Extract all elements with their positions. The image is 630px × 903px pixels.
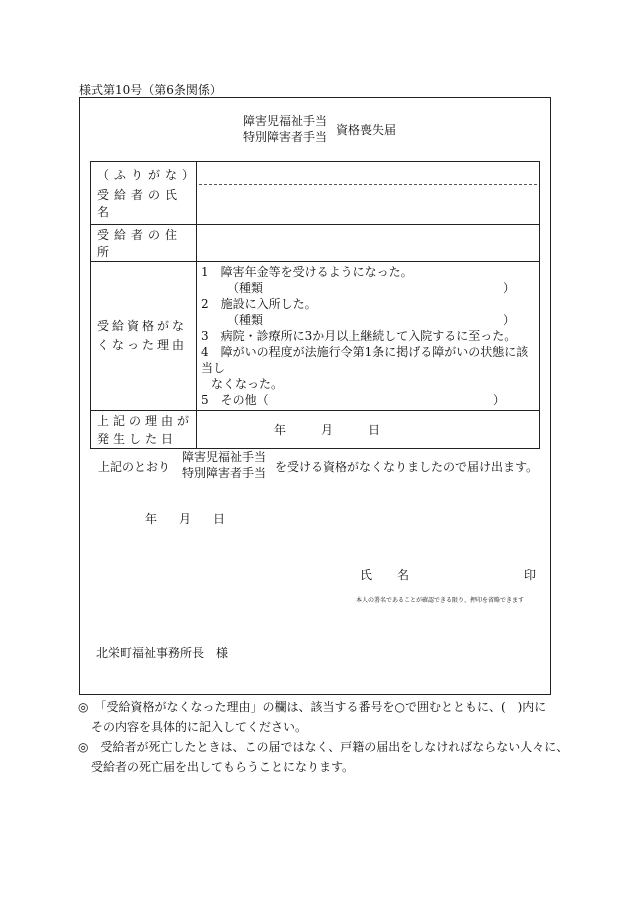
reason-option-1-kind[interactable]: （種類 ） <box>227 281 516 295</box>
name-label-cell <box>91 162 200 225</box>
reason-label-line-2: くなった理由 <box>97 338 188 352</box>
occurrence-date-field[interactable] <box>197 411 540 449</box>
reason-row <box>91 262 540 411</box>
occurrence-date-row <box>91 411 540 449</box>
reason-option-4[interactable]: 4 障がいの程度が法施行令第1条に掲げる障がいの状態に該当し <box>201 345 529 375</box>
reason-option-3[interactable]: 3 病院・診療所に3か月以上継続して入院するに至った。 <box>201 329 517 343</box>
reason-option-2-kind[interactable]: （種類 ） <box>227 313 516 327</box>
submit-month-label: 月 <box>179 512 192 526</box>
addressee: 北栄町福祉事務所長 様 <box>96 646 229 660</box>
occurrence-day-label: 日 <box>368 423 381 437</box>
instruction-note-2: ◎ 受給者が死亡したときは、この届ではなく、戸籍の届出をしなければならない人々に、 受給者の死亡届を出してもらうことになります。 <box>78 740 569 774</box>
title-line-1: 障害児福祉手当 <box>243 114 328 128</box>
recipient-name-label: 受給者の氏名 <box>97 188 183 219</box>
recipient-name-field[interactable] <box>197 162 540 225</box>
occurrence-date-label: 上記の理由が 発生した日 <box>91 411 197 449</box>
form-title-benefits <box>243 113 327 145</box>
reason-options[interactable] <box>197 262 540 411</box>
signature-name-label-2: 名 <box>397 568 410 582</box>
form-number: 様式第10号（第6条関係） <box>79 83 222 97</box>
furigana-label: （ふりがな） <box>97 168 200 182</box>
furigana-divider <box>199 184 537 185</box>
instruction-note-1: ◎ 「受給資格がなくなった理由」の欄は、該当する番号を○で囲むとともに、( )内に その内容を具体的に記入してください。 <box>78 700 547 734</box>
reason-option-2[interactable]: 2 施設に入所した。 <box>201 297 317 311</box>
statement-benefits: 障害児福祉手当 特別障害者手当 <box>182 450 267 480</box>
form-title-suffix: 資格喪失届 <box>336 123 397 137</box>
occurrence-year-label: 年 <box>274 423 287 437</box>
recipient-address-field[interactable] <box>197 225 540 262</box>
statement-suffix: を受ける資格がなくなりましたので届け出ます。 <box>275 460 539 474</box>
address-row <box>91 225 540 262</box>
statement-prefix: 上記のとおり <box>98 460 171 474</box>
recipient-info-table <box>90 161 540 449</box>
occurrence-month-label: 月 <box>321 423 334 437</box>
reason-label-cell <box>91 262 197 411</box>
submit-year-label: 年 <box>145 512 158 526</box>
reason-option-4-cont: なくなった。 <box>211 377 284 391</box>
name-row <box>91 162 540 225</box>
title-line-2: 特別障害者手当 <box>243 130 328 144</box>
reason-label-line-1: 受給資格がな <box>97 319 188 333</box>
recipient-address-label: 受給者の住所 <box>91 225 197 262</box>
reason-option-1[interactable]: 1 障害年金等を受けるようになった。 <box>201 265 413 279</box>
seal-omission-note: 本人の署名であることが確認できる限り、押印を省略できます <box>356 597 525 604</box>
submit-day-label: 日 <box>213 512 226 526</box>
signature-name-label-1: 氏 <box>360 568 373 582</box>
seal-mark: 印 <box>524 568 537 582</box>
reason-option-5[interactable]: 5 その他（ ） <box>201 393 506 407</box>
